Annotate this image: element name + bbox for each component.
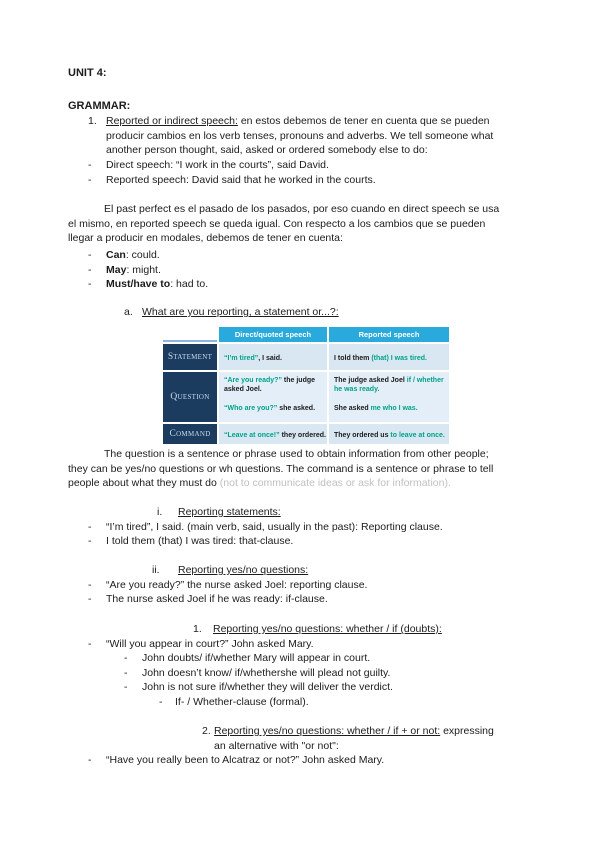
plain-text: the judge asked Joel. — [224, 377, 316, 393]
heading-a-text: What are you reporting, a statement or...?: — [142, 306, 339, 318]
highlight-text: me who I was. — [370, 405, 418, 412]
unit-title-text: UNIT 4: — [68, 67, 107, 79]
bullet-dash: - — [88, 173, 92, 186]
bullet-text: “Have you really been to Alcatraz or not?” John asked Mary. — [106, 754, 385, 766]
heading-i-text: Reporting statements: — [178, 506, 281, 518]
bullet-text: “Will you appear in court?” John asked Mary. — [106, 637, 314, 650]
reported-speech-table — [163, 327, 449, 444]
plain-text: The judge asked Joel — [334, 377, 407, 384]
modal-rest: : might. — [126, 263, 161, 276]
quoted-text: “Are you ready?” — [224, 377, 282, 384]
paragraph-line: el mismo, en reported speech se queda igual. Con respecto a los cambios que se pueden — [68, 217, 486, 230]
heading-a-number: a. — [124, 306, 133, 318]
bullet-dash: - — [88, 754, 92, 766]
plain-text: they ordered. — [279, 431, 326, 439]
modal-term: Can — [106, 249, 126, 261]
bullet-text: John doubts/ if/whether Mary will appear in court. — [142, 652, 371, 664]
table-cell-statement-direct — [219, 344, 327, 370]
heading-ii-number: ii. — [152, 564, 160, 576]
heading-1-number: 1. — [193, 623, 202, 635]
table-cell-question-direct — [219, 372, 327, 422]
quoted-text: “Who are you?” — [224, 405, 278, 412]
heading-2-underlined: Reporting yes/no questions: whether / if + or not: — [214, 725, 441, 737]
grammar-title-text: GRAMMAR: — [68, 100, 131, 112]
bullet-text — [106, 277, 208, 292]
bullet-text: “I’m tired”, I said. (main verb, said, usually in the past): Reporting clause. — [106, 520, 443, 533]
heading-2-rest: expressing — [440, 725, 494, 737]
bullet-dash: - — [159, 695, 163, 708]
plain-text: she asked. — [277, 405, 316, 412]
bullet-dash: - — [88, 263, 92, 276]
bullet-dash: - — [88, 593, 92, 605]
highlight-text: (that) I was tired. — [371, 354, 427, 362]
past-perfect-text — [68, 202, 542, 246]
table-label-question: Question — [163, 372, 217, 422]
paragraph-gray: (not to communicate ideas or ask for information). — [219, 477, 451, 489]
bullet-text: John is not sure if/whether they will deliver the verdict. — [142, 681, 393, 693]
table-header-reported: Reported speech — [329, 327, 449, 342]
table-cell-command-reported — [329, 424, 449, 444]
plain-text: , I said. — [258, 354, 282, 362]
question-command-text — [68, 447, 542, 491]
heading-2-line2: an alternative with "or not": — [214, 739, 339, 752]
bullet-text: John doesn’t know/ if/whethershe will plead not guilty. — [142, 666, 391, 679]
paragraph-line — [68, 476, 542, 491]
modal-rest: : had to. — [170, 278, 209, 290]
table-cell-statement-reported — [329, 344, 449, 370]
bullet-dash: - — [88, 578, 92, 591]
plain-text: They ordered us — [334, 431, 391, 439]
bullet-dash: - — [124, 652, 128, 664]
bullet-dash: - — [88, 249, 92, 261]
bullet-text: The nurse asked Joel if he was ready: if-clause. — [106, 593, 328, 605]
table-header-blank — [163, 327, 217, 342]
bullet-text: I told them (that) I was tired: that-clause. — [106, 535, 294, 547]
highlight-text: if / whether he was ready. — [334, 377, 444, 393]
bullet-dash: - — [88, 535, 92, 547]
heading-2-number: 2. — [202, 725, 211, 737]
heading-2-line1 — [214, 724, 494, 739]
paragraph-line: llegar a producir en modales, debemos de tener en cuenta: — [68, 232, 343, 244]
paragraph-line: El past perfect es el pasado de los pasados, por eso cuando en direct speech se usa — [104, 203, 500, 215]
heading-ii-text: Reporting yes/no questions: — [178, 564, 309, 576]
item-1-heading: Reported or indirect speech: — [106, 115, 238, 127]
modal-rest: : could. — [125, 249, 160, 261]
modal-term: Must/have to — [106, 278, 171, 290]
table-label-statement: Statement — [163, 344, 217, 370]
table-cell-command-direct — [219, 424, 327, 444]
bullet-dash: - — [124, 681, 128, 693]
bullet-text: “Are you ready?” the nurse asked Joel: reporting clause. — [106, 578, 368, 591]
table-header-direct: Direct/quoted speech — [219, 327, 327, 342]
bullet-dash: - — [124, 666, 128, 679]
bullet-dash: - — [88, 637, 92, 650]
modal-term: May — [106, 263, 127, 276]
bullet-dash: - — [88, 520, 92, 533]
item-1-line1: en estos debemos de tener en cuenta que se pueden — [237, 115, 490, 127]
heading-i-number: i. — [157, 506, 163, 518]
item-1-line2: producir cambios en los verb tenses, pronouns and adverbs. We tell someone what — [106, 129, 494, 142]
highlight-text: to leave at once. — [390, 431, 445, 439]
bullet-dash: - — [88, 278, 92, 290]
paragraph-black: people about what they must do — [68, 477, 220, 489]
bullet-text: Direct speech: “I work in the courts”, said David. — [106, 159, 329, 171]
bullet-text: Reported speech: David said that he worked in the courts. — [106, 173, 376, 186]
heading-1-text: Reporting yes/no questions: whether / if (doubts): — [213, 623, 442, 635]
plain-text: I told them — [334, 354, 372, 362]
quoted-text: “I’m tired” — [224, 354, 259, 362]
bullet-text — [106, 263, 161, 278]
bullet-dash: - — [88, 159, 92, 171]
paragraph-line: they can be yes/no questions or wh questions. The command is a sentence or phrase to tell — [68, 462, 494, 475]
plain-text: She asked — [334, 405, 371, 412]
bullet-text — [106, 248, 160, 263]
quoted-text: “Leave at once!” — [224, 431, 280, 439]
item-1-number: 1. — [88, 115, 97, 127]
table-cell-question-reported — [329, 372, 449, 422]
table-label-command: Command — [163, 424, 217, 444]
paragraph-line: The question is a sentence or phrase used to obtain information from other people; — [104, 448, 489, 460]
bullet-text: If- / Whether-clause (formal). — [175, 695, 309, 708]
item-1-body — [106, 114, 536, 158]
item-1-line3: another person thought, said, asked or ordered somebody else to do: — [106, 144, 428, 156]
